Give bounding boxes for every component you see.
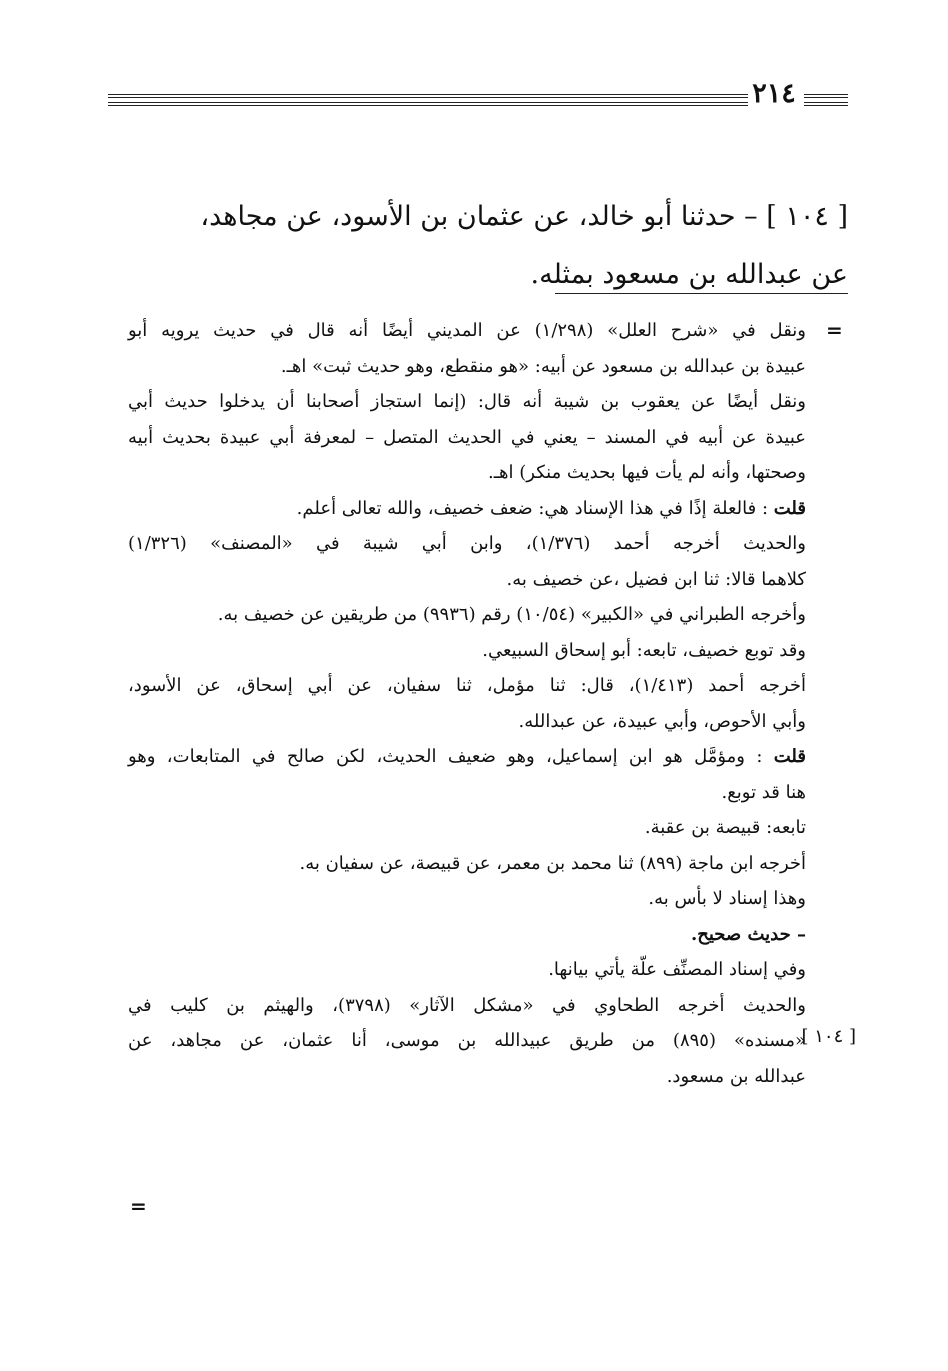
footnote-line: وأبي الأحوص، وأبي عبيدة، عن عبدالله.	[518, 710, 806, 732]
footnote-reference: [ ١٠٤ ]	[801, 1026, 856, 1047]
footnote-text: : فالعلة إذًا في هذا الإسناد هي: ضعف خصيف، والله تعالى أعلم.	[296, 497, 769, 519]
header-rule-right	[804, 94, 848, 106]
footnote-line: والحديث أخرجه أحمد (١/٣٧٦)، وابن أبي شيبة في «المصنف» (١/٣٢٦)	[128, 533, 807, 554]
footnote-line: وأخرجه الطبراني في «الكبير» (١٠/٥٤) رقم (٩٩٣٦) من طريقين عن خصيف به.	[217, 604, 806, 625]
footnote-line: والحديث أخرجه الطحاوي في «مشكل الآثار» (٣٧٩٨)، والهيثم بن كليب في	[128, 994, 806, 1016]
footnote-line: أخرجه ابن ماجة (٨٩٩) ثنا محمد بن معمر، عن قبيصة، عن سفيان به.	[299, 852, 806, 874]
footnote-line: كلاهما قالا: ثنا ابن فضيل ،عن خصيف به.	[506, 568, 806, 590]
footnote-text: : ومؤمَّل هو ابن إسماعيل، وهو ضعيف الحديث، لكن صالح في المتابعات، وهو	[128, 746, 763, 767]
footnote-line: عبيدة بن عبدالله بن مسعود عن أبيه: «هو منقطع، وهو حديث ثبت» اهـ.	[280, 355, 806, 377]
qultu-label: قلت	[773, 497, 806, 519]
hadith-line: عن عبدالله بن مسعود بمثله.	[530, 259, 848, 290]
footnote-line: وقد توبع خصيف، تابعه: أبو إسحاق السبيعي.	[482, 639, 806, 661]
footnote-line	[128, 491, 806, 527]
footnote-line: هنا قد توبع.	[721, 781, 806, 803]
footnote-line: تابعه: قبيصة بن عقبة.	[644, 817, 806, 838]
footnote-line: عبدالله بن مسعود.	[666, 1065, 806, 1087]
footnote-divider	[555, 293, 848, 294]
hadith-text	[108, 188, 848, 304]
page-header	[108, 78, 848, 118]
footnote-line: عبيدة عن أبيه في المسند – يعني في الحديث المتصل – لمعرفة أبي عبيدة بحديث أبيه	[128, 426, 806, 448]
hadith-line: [ ١٠٤ ] – حدثنا أبو خالد، عن عثمان بن الأسود، عن مجاهد،	[200, 201, 848, 232]
qultu-label: قلت	[773, 746, 806, 767]
footnote-line	[128, 739, 806, 775]
header-rule-left	[108, 94, 748, 106]
footnote-line: وصحتها، وأنه لم يأت فيها بحديث منكر) اهـ.	[488, 462, 806, 483]
continuation-marker-top: =	[826, 318, 843, 342]
footnote-line: أخرجه أحمد (١/٤١٣)، قال: ثنا مؤمل، ثنا سفيان، عن أبي إسحاق، عن الأسود،	[128, 675, 806, 696]
continuation-marker-bottom: =	[130, 1194, 147, 1218]
footnote-line: وفي إسناد المصنِّف علّة يأتي بيانها.	[548, 959, 806, 980]
page-number: ٢١٤	[752, 78, 796, 109]
footnote-line: ونقل في «شرح العلل» (١/٢٩٨) عن المديني أيضًا أنه قال في حديث يرويه أبو	[128, 320, 807, 341]
footnote-line: – حديث صحيح.	[690, 923, 806, 945]
footnote-line: وهذا إسناد لا بأس به.	[648, 888, 806, 909]
footnotes	[128, 313, 806, 1094]
footnote-line: ونقل أيضًا عن يعقوب بن شيبة أنه قال: (إنما استجاز أصحابنا أن يدخلوا حديث أبي	[128, 391, 807, 412]
footnote-line: «مسنده» (٨٩٥) من طريق عبيدالله بن موسى، أنا عثمان، عن مجاهد، عن	[128, 1030, 806, 1051]
